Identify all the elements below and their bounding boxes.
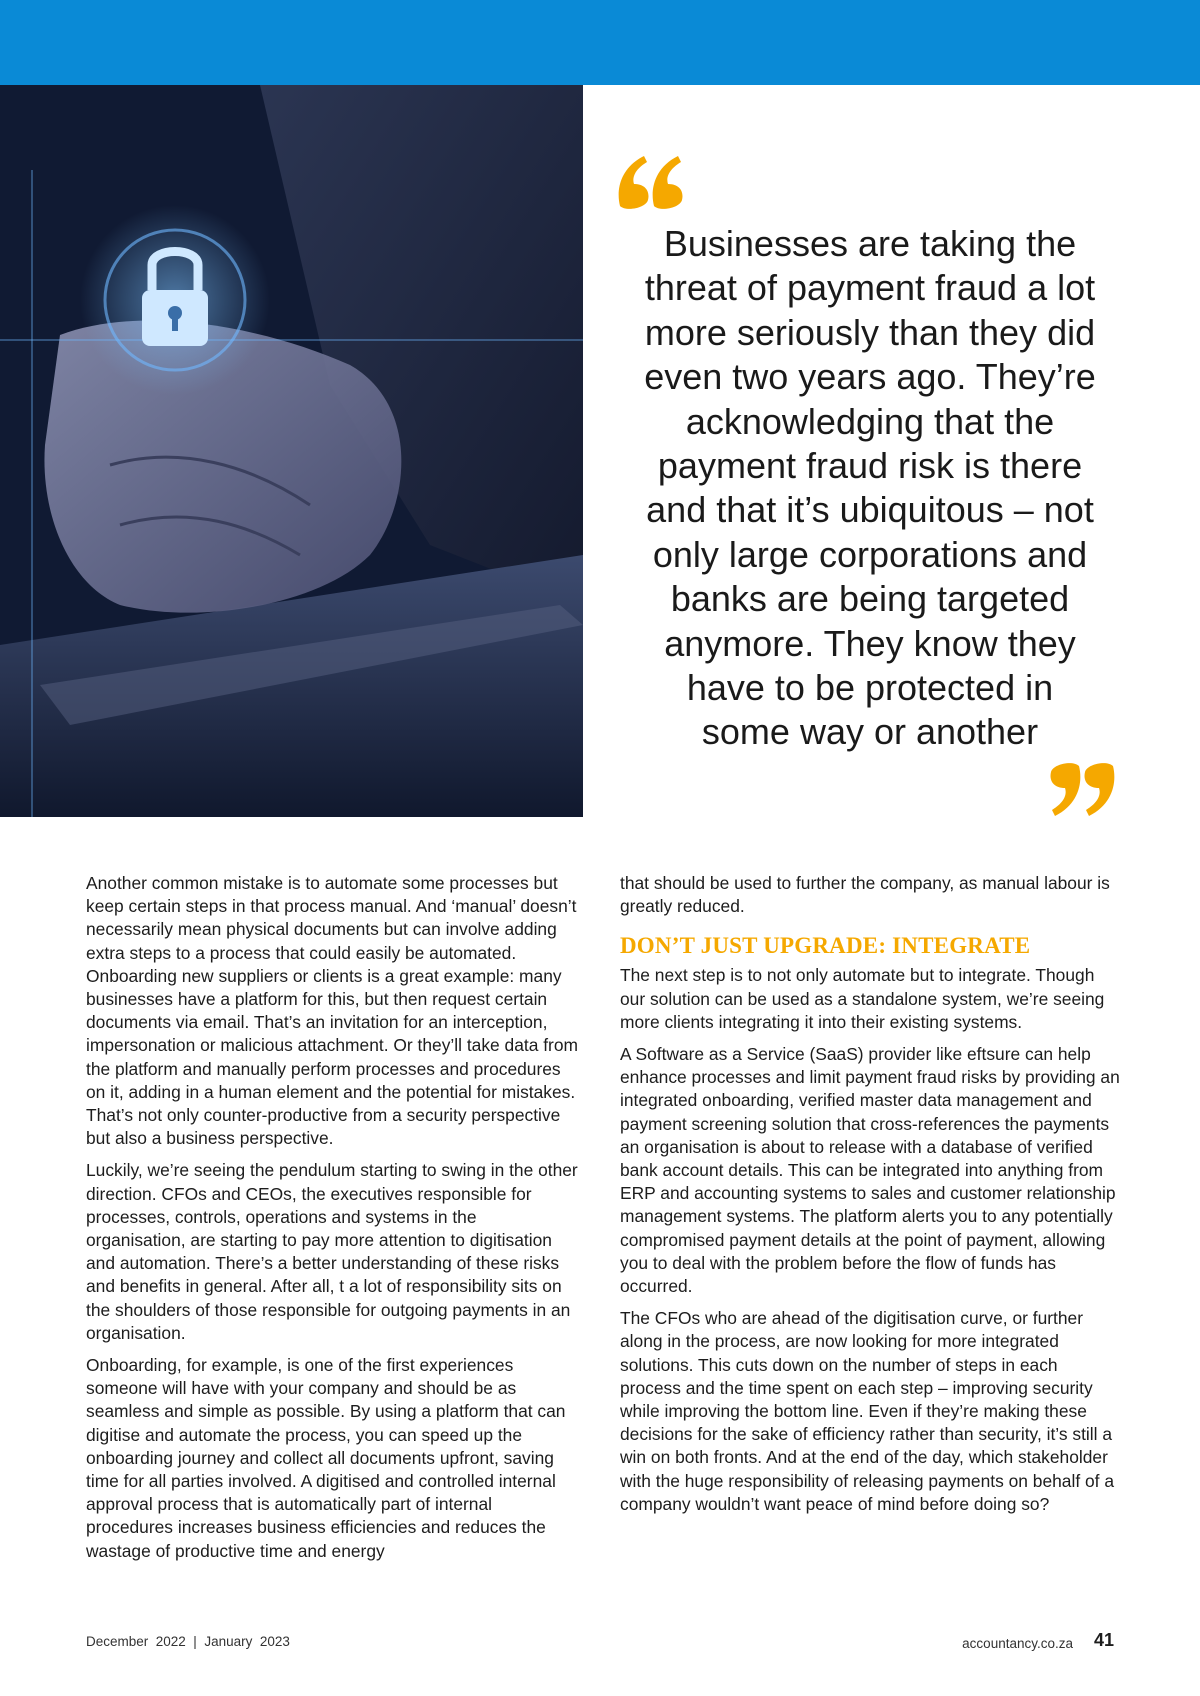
article-right-column [620, 872, 1120, 1525]
header-color-band [0, 0, 1200, 85]
hero-photo-illustration [0, 85, 583, 817]
footer-website: accountancy.co.za [962, 1636, 1073, 1651]
article-left-column [86, 872, 580, 1572]
body-paragraph: Another common mistake is to automate some processes but keep certain steps in that process manual. And ‘manual’ doesn’t necessarily mean physical documents but can involve adding extra steps to a process that could easily be automated. Onboarding new suppliers or clients is a great example: many businesses have a platform for this, but then request certain documents via email. That’s an invitation for an interception, impersonation or malicious attachment. Or they’ll take data from the platform and manually perform processes and procedures on it, adding in a human element and the potential for mistakes. That’s not only counter-productive from a security perspective but also a business perspective. [86, 873, 578, 1149]
page-number: 41 [1093, 1630, 1114, 1650]
section-heading: DON’T JUST UPGRADE: INTEGRATE [620, 933, 1031, 959]
footer-issue-date: December 2022 | January 2023 [86, 1634, 290, 1649]
body-paragraph-continuation: that should be used to further the company, as manual labour is greatly reduced. [620, 873, 1110, 917]
pull-quote-text: Businesses are taking the threat of payment fraud a lot more seriously than they did even two years ago. They’re acknowledging that the payment fraud risk is there and that it’s ubiquitous – not only large corporations and banks are being targeted anymore. They know they have to be protected in some way or another [644, 223, 1096, 753]
open-quote-icon [616, 150, 686, 210]
body-paragraph: Luckily, we’re seeing the pendulum starting to swing in the other direction. CFOs and CEOs, the executives responsible for processes, controls, operations and systems in the organisation, are starting to pay more attention to digitisation and automation. There’s a better understanding of these risks and benefits in general. After all, t a lot of responsibility sits on the shoulders of those responsible for outgoing payments in an organisation. [86, 1160, 578, 1343]
body-paragraph: The next step is to not only automate but to integrate. Though our solution can be used as a standalone system, we’re seeing more clients integrating it into their existing systems. [620, 965, 1105, 1032]
hero-photo [0, 85, 583, 817]
body-paragraph: Onboarding, for example, is one of the first experiences someone will have with your company and should be as seamless and simple as possible. By using a platform that can digitise and automate the process, you can speed up the onboarding journey and collect all documents upfront, saving time for all parties involved. A digitised and controlled internal approval process that is automatically part of internal procedures increases business efficiencies and reduces the wastage of productive time and energy [86, 1355, 566, 1561]
body-paragraph: The CFOs who are ahead of the digitisation curve, or further along in the process, are now looking for more integrated solutions. This cuts down on the number of steps in each process and the time spent on each step – improving security while improving the bottom line. Even if they’re making these decisions for the sake of efficiency rather than security, it’s still a win on both fronts. And at the end of the day, which stakeholder with the huge responsibility of releasing payments on behalf of a company wouldn’t want peace of mind before doing so? [620, 1308, 1115, 1514]
body-paragraph: A Software as a Service (SaaS) provider like eftsure can help enhance processes and limit payment fraud risks by providing an integrated onboarding, verified master data management and payment screening solution that cross-references the payments an organisation is about to release with a database of verified bank account details. This can be integrated into anything from ERP and accounting systems to sales and customer relationship management systems. The platform alerts you to any potentially compromised payment details at the point of payment, allowing you to deal with the problem before the flow of funds has occurred. [620, 1044, 1120, 1297]
close-quote-icon [1048, 762, 1118, 822]
pull-quote [600, 150, 1140, 830]
